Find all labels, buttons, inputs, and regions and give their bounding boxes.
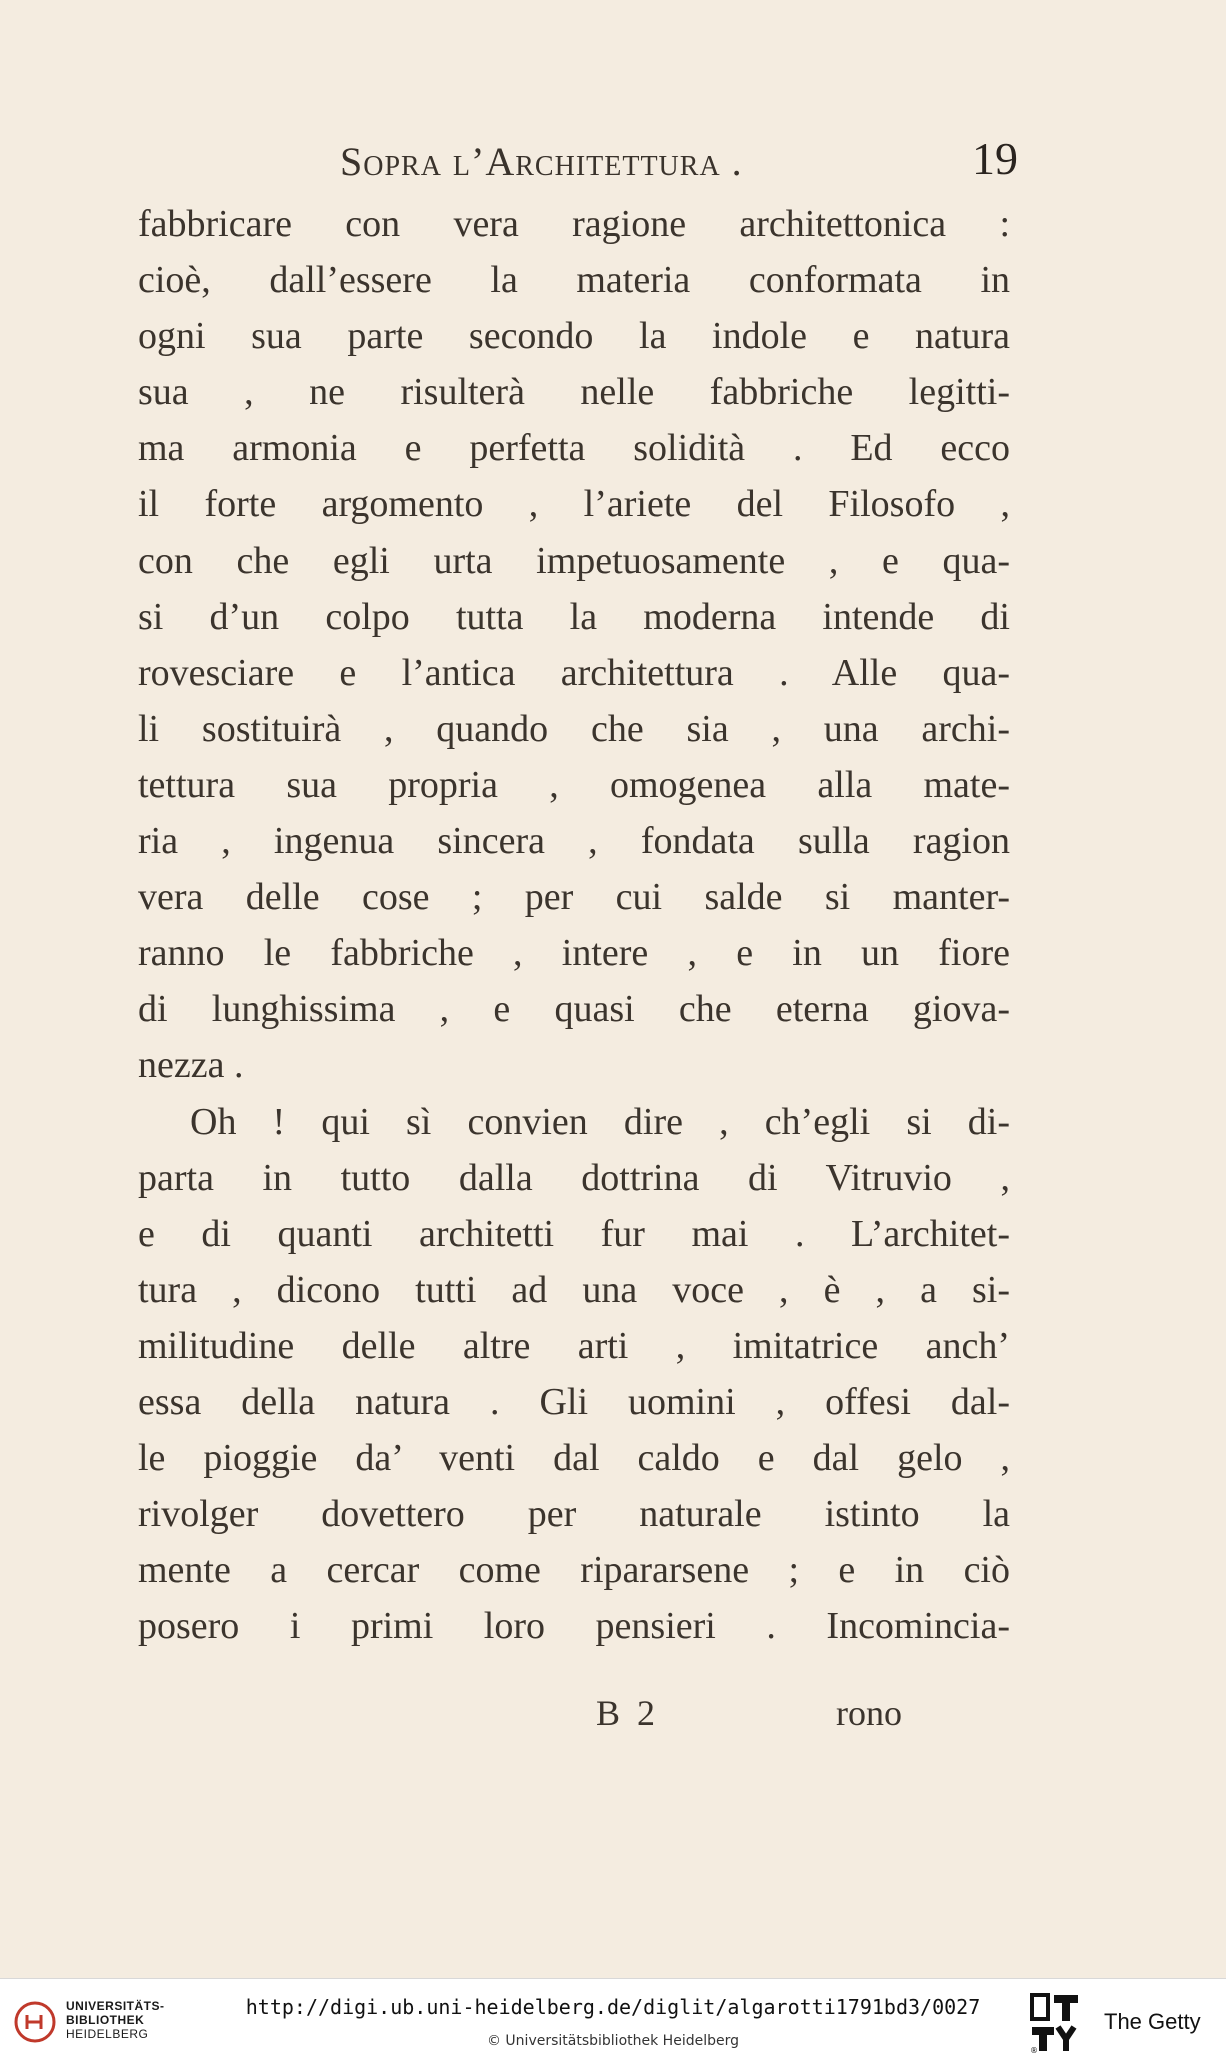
partner-name: The Getty bbox=[1104, 2009, 1201, 2034]
page-header bbox=[0, 133, 1226, 188]
text-line: tura , dicono tutti ad una voce , è , a si- bbox=[138, 1268, 1010, 1311]
text-line: il forte argomento , l’ariete del Filosofo , bbox=[138, 483, 1010, 526]
getty-mark-icon[interactable] bbox=[1030, 1993, 1082, 2053]
copyright-notice: © Universitätsbibliothek Heidelberg bbox=[486, 2033, 739, 2049]
text-line: militudine delle altre arti , imitatrice anch’ bbox=[138, 1324, 1010, 1367]
page-number: 19 bbox=[972, 133, 1018, 184]
text-line: sua , ne risulterà nelle fabbriche legitti- bbox=[138, 371, 1010, 414]
paragraph-start-line: Oh ! qui sì convien dire , ch’egli si di- bbox=[190, 1100, 1010, 1143]
text-line: vera delle cose ; per cui salde si manter- bbox=[138, 876, 1010, 919]
text-line: cioè, dall’essere la materia conformata in bbox=[138, 259, 1010, 302]
text-line: fabbricare con vera ragione architettonica : bbox=[138, 203, 1010, 245]
body-text bbox=[138, 196, 1010, 1654]
signature-mark: B 2 bbox=[596, 1693, 660, 1733]
text-line: con che egli urta impetuosamente , e qua- bbox=[138, 539, 1010, 582]
running-head: Sopra l’Architettura . bbox=[340, 139, 743, 184]
text-line: li sostituirà , quando che sia , una archi- bbox=[138, 707, 1010, 750]
institution-name: UNIVERSITÄTS- BIBLIOTHEK HEIDELBERG bbox=[66, 1999, 165, 2041]
text-line: rovesciare e l’antica architettura . Alle qua- bbox=[138, 651, 1010, 694]
text-line: di lunghissima , e quasi che eterna giova- bbox=[138, 988, 1010, 1031]
permalink-url[interactable]: http://digi.ub.uni-heidelberg.de/diglit/algarotti1791bd3/0027 bbox=[245, 1995, 981, 2019]
text-line: ria , ingenua sincera , fondata sulla ragion bbox=[138, 820, 1010, 863]
text-line: le pioggie da’ venti dal caldo e dal gelo , bbox=[138, 1437, 1010, 1480]
text-line: si d’un colpo tutta la moderna intende di bbox=[138, 595, 1010, 638]
viewer-footer bbox=[0, 1978, 1226, 2067]
svg-text:®: ® bbox=[1030, 2046, 1038, 2053]
text-line: rivolger dovettero per naturale istinto la bbox=[138, 1493, 1010, 1536]
text-line: ma armonia e perfetta solidità . Ed ecco bbox=[138, 427, 1010, 470]
text-line: nezza . bbox=[138, 1044, 244, 1087]
text-line: ranno le fabbriche , intere , e in un fiore bbox=[138, 932, 1010, 975]
text-line: e di quanti architetti fur mai . L’architet- bbox=[138, 1212, 1010, 1255]
text-line: essa della natura . Gli uomini , offesi dal- bbox=[138, 1380, 1010, 1423]
text-line: mente a cercar come ripararsene ; e in ciò bbox=[138, 1549, 1010, 1592]
text-line: tettura sua propria , omogenea alla mate- bbox=[138, 763, 1010, 806]
text-line: posero i primi loro pensieri . Incomincia- bbox=[138, 1605, 1010, 1648]
text-line: parta in tutto dalla dottrina di Vitruvio , bbox=[138, 1156, 1010, 1199]
catchword: rono bbox=[836, 1693, 902, 1733]
text-line: ogni sua parte secondo la indole e natura bbox=[138, 315, 1010, 358]
